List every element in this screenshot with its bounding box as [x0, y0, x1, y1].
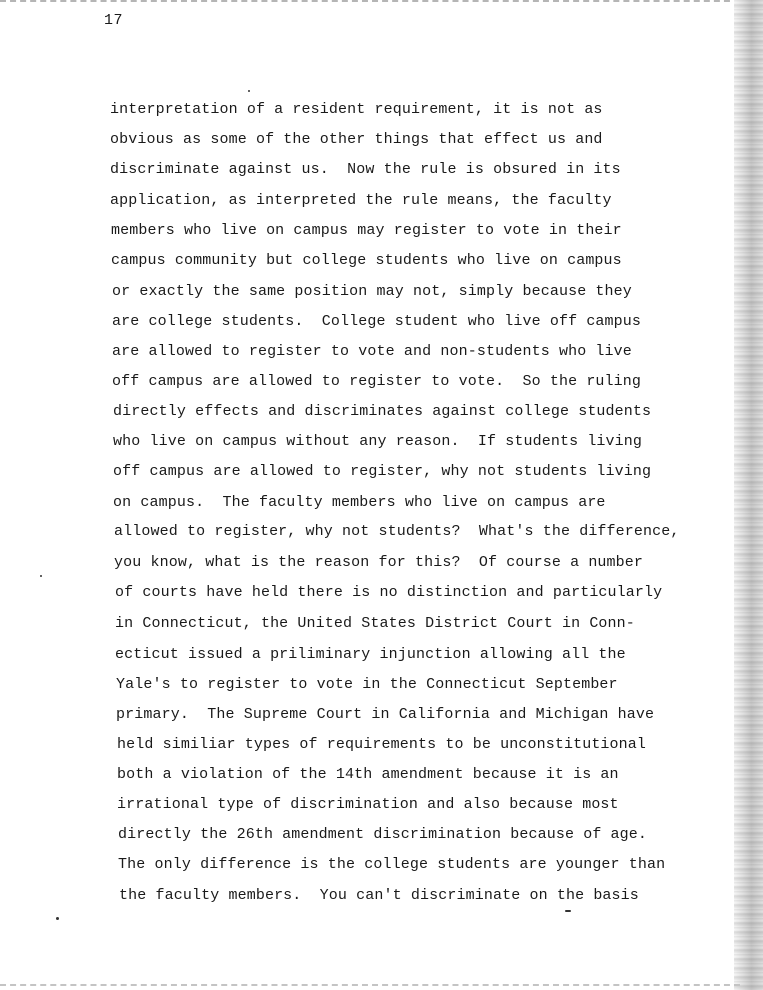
text-line: The only difference is the college students are younger than	[118, 856, 666, 873]
text-line: who live on campus without any reason. If students living	[113, 433, 643, 450]
scan-speck	[248, 90, 250, 92]
scan-speck	[56, 917, 59, 920]
text-line: Yale's to register to vote in the Connecticut September	[116, 676, 618, 693]
text-line: directly the 26th amendment discrimination because of age.	[118, 826, 648, 843]
text-line: obvious as some of the other things that effect us and	[110, 131, 603, 148]
text-line: of courts have held there is no distinction and particularly	[115, 584, 663, 601]
text-line: you know, what is the reason for this? Of course a number	[114, 554, 644, 571]
scan-speck	[565, 910, 571, 912]
text-line: off campus are allowed to register to vote. So the ruling	[112, 373, 642, 390]
bottom-edge-border	[0, 984, 740, 988]
page-number: 17	[104, 12, 124, 29]
text-line: on campus. The faculty members who live on campus are	[113, 494, 606, 511]
top-edge-border	[0, 0, 740, 6]
text-line: are college students. College student who live off campus	[112, 313, 642, 330]
text-line: in Connecticut, the United States District Court in Conn-	[115, 615, 635, 632]
scan-speck	[40, 575, 42, 577]
text-line: campus community but college students who live on campus	[111, 252, 622, 269]
text-line: the faculty members. You can't discriminate on the basis	[119, 887, 639, 904]
text-line: irrational type of discrimination and also because most	[117, 796, 619, 813]
text-line: discriminate against us. Now the rule is obsured in its	[110, 161, 621, 178]
text-line: ecticut issued a priliminary injunction allowing all the	[115, 646, 626, 663]
text-line: allowed to register, why not students? What's the difference,	[114, 523, 680, 540]
text-line: application, as interpreted the rule means, the faculty	[110, 192, 612, 209]
text-line: members who live on campus may register to vote in their	[111, 222, 622, 239]
text-line: held similiar types of requirements to be unconstitutional	[117, 736, 647, 753]
scan-edge-shadow	[734, 0, 763, 990]
text-line: are allowed to register to vote and non-students who live	[112, 343, 632, 360]
text-line: interpretation of a resident requirement, it is not as	[110, 101, 603, 118]
text-line: both a violation of the 14th amendment because it is an	[117, 766, 619, 783]
text-line: off campus are allowed to register, why not students living	[113, 463, 652, 480]
text-line: directly effects and discriminates against college students	[113, 403, 652, 420]
text-line: or exactly the same position may not, simply because they	[112, 283, 632, 300]
text-line: primary. The Supreme Court in California and Michigan have	[116, 706, 655, 723]
